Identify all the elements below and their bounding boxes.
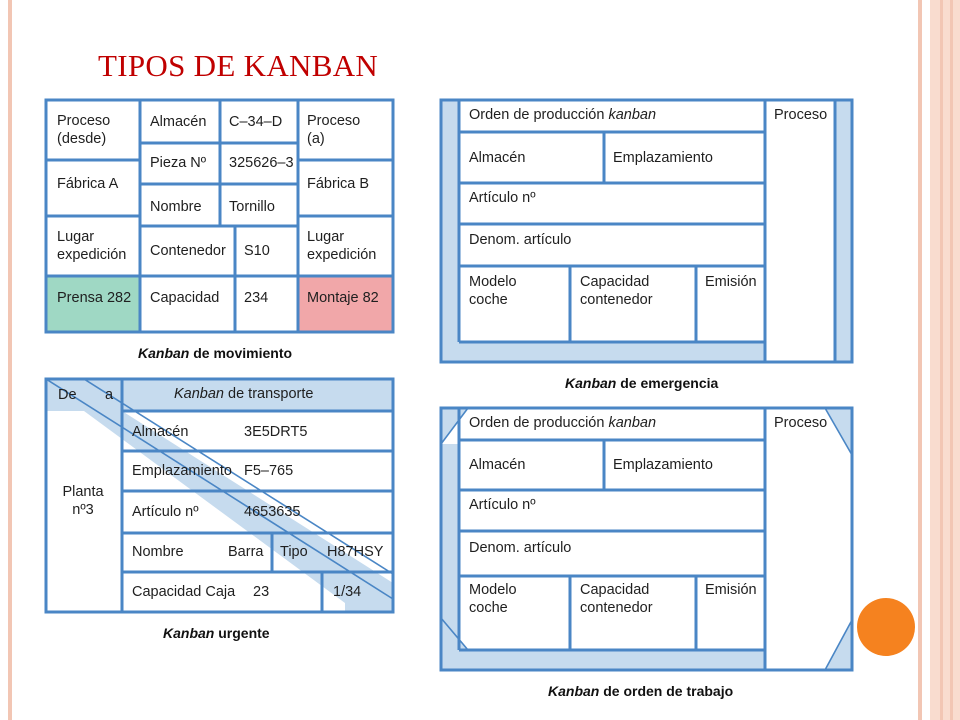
urg-tipo-label: Tipo — [280, 544, 308, 560]
mov-capacidad-label: Capacidad — [150, 290, 220, 306]
urg-emplazamiento-label: Emplazamiento — [132, 463, 232, 479]
ot-proceso: Proceso — [774, 415, 828, 431]
urg-capacidad-label: Capacidad Caja — [132, 584, 236, 600]
mov-fabrica-a: Fábrica A — [57, 176, 119, 192]
mov-almacen-value: C–34–D — [229, 114, 283, 130]
urg-a: a — [105, 387, 114, 403]
urg-nombre-value: Barra — [228, 544, 264, 560]
em-articulo: Artículo nº — [469, 190, 536, 206]
urg-almacen-value: 3E5DRT5 — [244, 424, 308, 440]
em-emplazamiento: Emplazamiento — [613, 150, 713, 166]
urg-articulo-label: Artículo nº — [132, 504, 199, 520]
mov-almacen-label: Almacén — [150, 114, 207, 130]
ot-denom: Denom. artículo — [469, 540, 572, 556]
mov-capacidad-value: 234 — [244, 290, 269, 306]
urg-nombre-label: Nombre — [132, 544, 184, 560]
urg-emplazamiento-value: F5–765 — [244, 463, 294, 479]
em-capacidad: Capacidad contenedor — [580, 274, 653, 308]
mov-prensa: Prensa 282 — [57, 290, 132, 306]
mov-contenedor-label: Contenedor — [150, 243, 226, 259]
urg-articulo-value: 4653635 — [244, 504, 301, 520]
slide-title: TIPOS DE KANBAN — [98, 48, 379, 83]
caption-kanban-orden-trabajo: Kanban de orden de trabajo — [548, 683, 734, 699]
urg-title: Kanban de transporte — [174, 386, 314, 402]
ot-capacidad: Capacidad contenedor — [580, 582, 653, 616]
em-almacen: Almacén — [469, 150, 526, 166]
ot-emplazamiento: Emplazamiento — [613, 457, 713, 473]
ot-orden-label: Orden de producción kanban — [469, 415, 657, 431]
em-proceso: Proceso — [774, 107, 828, 123]
urg-de: De — [58, 387, 77, 403]
urg-fraction: 1/34 — [333, 584, 362, 600]
mov-proceso-desde: Proceso (desde) — [57, 113, 111, 147]
mov-lugar-expedicion-desde: Lugar expedición — [57, 229, 127, 263]
ot-modelo: Modelo coche — [469, 582, 517, 616]
mov-nombre-value: Tornillo — [229, 199, 275, 215]
mov-pieza-label: Pieza Nº — [150, 155, 207, 171]
urg-capacidad-value: 23 — [253, 584, 270, 600]
caption-kanban-urgente: Kanban urgente — [163, 625, 270, 641]
em-emision: Emisión — [705, 274, 757, 290]
em-modelo: Modelo coche — [469, 274, 517, 308]
mov-proceso-a: Proceso (a) — [307, 113, 361, 147]
urg-planta: Planta nº3 — [62, 484, 104, 518]
mov-contenedor-value: S10 — [244, 243, 270, 259]
mov-lugar-expedicion-a: Lugar expedición — [307, 229, 377, 263]
em-orden-label: Orden de producción kanban — [469, 107, 657, 123]
urg-tipo-value: H87HSY — [327, 544, 384, 560]
ot-articulo: Artículo nº — [469, 497, 536, 513]
caption-kanban-emergencia: Kanban de emergencia — [565, 375, 719, 391]
ot-almacen: Almacén — [469, 457, 526, 473]
decorative-orange-circle — [857, 598, 915, 656]
mov-montaje: Montaje 82 — [307, 290, 379, 306]
caption-kanban-movimiento: Kanban de movimiento — [138, 345, 293, 361]
em-denom: Denom. artículo — [469, 232, 572, 248]
mov-fabrica-b: Fábrica B — [307, 176, 370, 192]
ot-emision: Emisión — [705, 582, 757, 598]
mov-nombre-label: Nombre — [150, 199, 202, 215]
mov-pieza-value: 325626–3 — [229, 155, 294, 171]
urg-almacen-label: Almacén — [132, 424, 189, 440]
